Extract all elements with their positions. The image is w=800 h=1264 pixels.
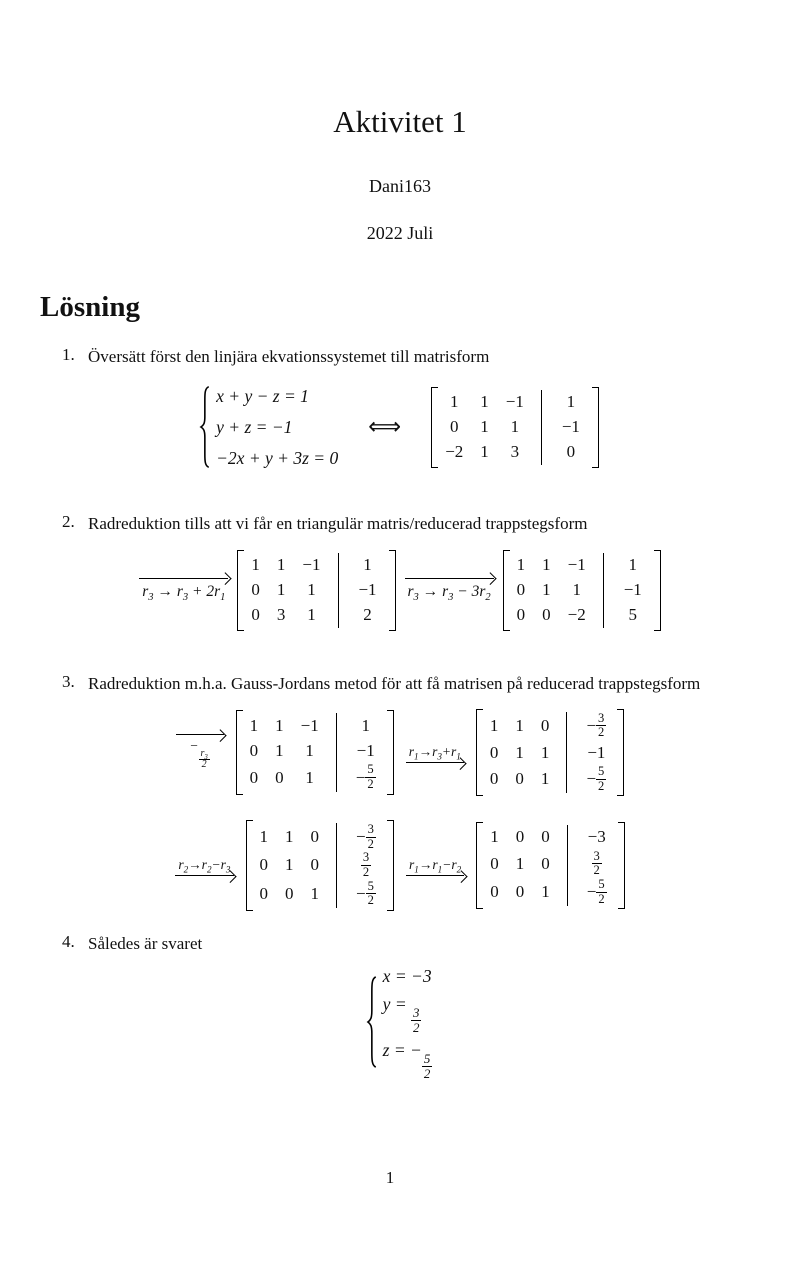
matrix-cell: 1 bbox=[515, 853, 525, 873]
matrix-cell: 0 bbox=[251, 605, 260, 625]
matrix-cell: 1 bbox=[285, 827, 294, 847]
matrix-cell: 3 bbox=[276, 605, 286, 625]
augmented-column-cell: −1 bbox=[338, 578, 382, 603]
subscript: 2 bbox=[485, 591, 491, 603]
row-operation-label: $r_3 \to r_3 - 3r_2$ bbox=[407, 582, 491, 603]
subscript: 1 bbox=[414, 864, 419, 875]
subscript: 3 bbox=[225, 864, 231, 875]
matrix-cell: 1 bbox=[480, 392, 489, 412]
matrix-cell: 1 bbox=[540, 769, 550, 789]
matrix-cell: 0 bbox=[489, 742, 499, 762]
augmented-column-cell: − $\frac{5}{2}$ bbox=[567, 878, 611, 906]
list-item-4 bbox=[0, 932, 800, 1081]
bracket-left-icon bbox=[237, 550, 244, 631]
fraction: $\frac{5}{2}$ bbox=[423, 1050, 431, 1081]
equation-line: −2x + y + 3z = 0 bbox=[216, 447, 339, 468]
bracket-right-icon bbox=[654, 550, 661, 631]
matrix-cell: 1 bbox=[515, 742, 524, 762]
step3-math-line1 bbox=[36, 709, 762, 796]
list-item-2 bbox=[0, 512, 800, 651]
bracket-right-icon bbox=[617, 709, 624, 796]
matrix-cell: 1 bbox=[542, 580, 551, 600]
matrix-cell: 0 bbox=[450, 417, 459, 437]
item-number: 3. bbox=[62, 671, 75, 691]
matrix-cell: 0 bbox=[249, 767, 259, 787]
matrix-cell: 0 bbox=[490, 853, 499, 873]
fraction: $\frac{5}{2}$ bbox=[367, 878, 374, 908]
matrix-cell: 0 bbox=[285, 883, 294, 903]
subscript: 3 bbox=[148, 591, 154, 603]
augmented-column-cell: − $\frac{5}{2}$ bbox=[566, 765, 610, 793]
augmented-column-cell: −1 bbox=[566, 740, 610, 765]
answer-system bbox=[366, 964, 433, 1081]
augmented-column-cell: 1 bbox=[338, 553, 382, 578]
matrix-cell: 0 bbox=[259, 855, 268, 875]
augmented-column-cell: − $\frac{5}{2}$ bbox=[336, 880, 380, 908]
step2-math bbox=[36, 550, 762, 631]
bracket-left-icon bbox=[236, 710, 243, 794]
fraction: $\frac{3}{2}$ bbox=[598, 710, 605, 740]
matrix-cell: −1 bbox=[567, 555, 586, 575]
arrow-line-icon bbox=[175, 875, 233, 876]
matrix-cell: 1 bbox=[305, 767, 314, 787]
matrix-cell: −1 bbox=[505, 392, 524, 412]
subscript: 3 bbox=[204, 753, 208, 761]
item-number: 4. bbox=[62, 931, 75, 951]
fraction: $\frac{5}{2}$ bbox=[367, 762, 374, 792]
matrix-cell: 0 bbox=[541, 853, 550, 873]
matrix-cell: 1 bbox=[305, 740, 314, 760]
subscript: 1 bbox=[413, 751, 419, 762]
system-lines bbox=[216, 384, 338, 471]
arrow-line-icon bbox=[406, 762, 464, 763]
row-operation-label: $r_1\to r_3+r_1$ bbox=[408, 743, 461, 762]
matrix-cell: 1 bbox=[275, 715, 284, 735]
row-operation-arrow bbox=[405, 578, 494, 603]
subscript: 3 bbox=[182, 591, 189, 603]
matrix-cell: 1 bbox=[310, 883, 319, 903]
list-item-3 bbox=[0, 672, 800, 911]
matrix-cell: 1 bbox=[276, 580, 286, 600]
row-operation-label: − $\frac{r_3}{2}$ bbox=[189, 738, 208, 771]
bracket-left-icon bbox=[476, 709, 483, 796]
bracket-right-icon bbox=[387, 710, 394, 794]
augmented-column-cell bbox=[336, 851, 380, 879]
matrix-cell: 0 bbox=[542, 605, 551, 625]
matrix-cell: −1 bbox=[300, 715, 319, 735]
matrix-cell: 1 bbox=[276, 555, 286, 575]
augmented-column-cell bbox=[567, 850, 611, 878]
equation-system bbox=[199, 384, 338, 471]
matrix-grid bbox=[253, 820, 388, 910]
matrix-cell: 1 bbox=[259, 827, 268, 847]
item-body bbox=[88, 932, 762, 1081]
subscript: 2 bbox=[206, 864, 212, 875]
matrix-cell: 0 bbox=[515, 769, 524, 789]
matrix-cell: 1 bbox=[275, 740, 284, 760]
matrix-grid bbox=[483, 709, 618, 796]
arrow-line-icon bbox=[405, 578, 494, 579]
augmented-column-cell: − $\frac{3}{2}$ bbox=[336, 823, 380, 851]
item-text: Radreduktion tills att vi får en triangulär matris/reducerad trappstegsform bbox=[88, 513, 588, 533]
augmented-matrix bbox=[476, 709, 625, 796]
document-date: 2022 Juli bbox=[366, 223, 434, 243]
augmented-column-cell: 1 bbox=[336, 713, 380, 738]
matrix-cell: 1 bbox=[285, 855, 294, 875]
iff-arrow-icon: ⟺ bbox=[368, 414, 402, 441]
answer-math bbox=[36, 964, 762, 1081]
matrix-cell: 0 bbox=[310, 827, 319, 847]
left-brace-icon bbox=[366, 975, 379, 1069]
fraction: $\frac{3}{2}$ bbox=[593, 848, 600, 878]
fraction: $\frac{3}{2}$ bbox=[367, 822, 374, 851]
bracket-right-icon bbox=[387, 820, 394, 910]
bracket-left-icon bbox=[503, 550, 510, 631]
fraction: $\frac{5}{2}$ bbox=[598, 764, 605, 793]
augmented-column-cell: 1 bbox=[541, 390, 585, 415]
item-number: 2. bbox=[62, 511, 75, 531]
augmented-column-cell: 5 bbox=[603, 603, 647, 628]
matrix-cell: 1 bbox=[490, 827, 499, 847]
augmented-matrix bbox=[236, 710, 394, 794]
augmented-column-cell: −3 bbox=[567, 825, 611, 850]
step1-math bbox=[36, 384, 762, 471]
matrix-cell: 0 bbox=[515, 881, 525, 901]
augmented-column-cell: −1 bbox=[336, 738, 380, 763]
step3-math-line2 bbox=[36, 820, 762, 910]
augmented-matrix bbox=[503, 550, 661, 631]
matrix-cell: 3 bbox=[510, 442, 520, 462]
matrix-cell: 0 bbox=[259, 883, 268, 903]
row-operation-arrow bbox=[406, 855, 464, 876]
document-title: Aktivitet 1 bbox=[333, 104, 467, 139]
matrix-cell: 1 bbox=[480, 417, 489, 437]
arrow-line-icon bbox=[139, 578, 228, 579]
document-author: Dani163 bbox=[369, 176, 431, 196]
bracket-left-icon bbox=[431, 387, 438, 468]
arrow-line-icon bbox=[406, 875, 464, 876]
subscript: 3 bbox=[437, 751, 442, 762]
matrix-cell: 0 bbox=[251, 580, 260, 600]
item-text: Således är svaret bbox=[88, 933, 203, 953]
matrix-cell: 1 bbox=[516, 555, 526, 575]
subscript: 1 bbox=[220, 591, 226, 603]
matrix-grid bbox=[243, 710, 387, 794]
subscript: 3 bbox=[413, 591, 419, 603]
matrix-cell: −2 bbox=[445, 442, 464, 462]
item-text: Radreduktion m.h.a. Gauss-Jordans metod för att få matrisen på reducerad trappstegsform bbox=[88, 673, 701, 693]
bracket-right-icon bbox=[618, 822, 625, 909]
row-operation-arrow bbox=[175, 855, 233, 876]
matrix-cell: 0 bbox=[490, 881, 499, 901]
answer-line: y = $\frac{3}{2}$ bbox=[382, 993, 420, 1035]
subscript: 1 bbox=[456, 751, 461, 762]
matrix-cell: 1 bbox=[307, 580, 316, 600]
item-body bbox=[88, 345, 762, 491]
row-operation-arrow bbox=[139, 578, 228, 603]
bracket-right-icon bbox=[389, 550, 396, 631]
fraction: $\frac{3}{2}$ bbox=[413, 1004, 420, 1035]
matrix-cell: 1 bbox=[540, 742, 550, 762]
matrix-grid bbox=[483, 822, 618, 909]
augmented-column-cell: −1 bbox=[541, 415, 585, 440]
subscript: 2 bbox=[183, 864, 189, 875]
item-body bbox=[88, 512, 762, 651]
augmented-column-cell: 0 bbox=[541, 440, 585, 465]
augmented-column-cell: − $\frac{5}{2}$ bbox=[336, 763, 380, 791]
row-operation-arrow bbox=[406, 742, 464, 763]
matrix-cell: 0 bbox=[516, 605, 526, 625]
subscript: 2 bbox=[456, 864, 462, 875]
bracket-left-icon bbox=[476, 822, 483, 909]
matrix-cell: −1 bbox=[302, 555, 321, 575]
item-text: Översätt först den linjära ekvationssystemet till matrisform bbox=[88, 347, 490, 366]
matrix-cell: 1 bbox=[541, 881, 550, 901]
matrix-cell: 1 bbox=[450, 392, 459, 412]
augmented-matrix bbox=[476, 822, 625, 909]
row-operation-arrow bbox=[176, 734, 224, 771]
matrix-cell: 1 bbox=[572, 580, 581, 600]
matrix-cell: 1 bbox=[251, 555, 260, 575]
matrix-cell: 1 bbox=[307, 605, 316, 625]
augmented-column-cell: −1 bbox=[603, 578, 647, 603]
equation-line: x + y − z = 1 bbox=[216, 386, 309, 407]
matrix-cell: 0 bbox=[275, 767, 284, 787]
matrix-cell: 1 bbox=[480, 442, 489, 462]
item-number: 1. bbox=[62, 345, 75, 364]
page-number: 1 bbox=[385, 1168, 395, 1187]
matrix-cell: 0 bbox=[541, 827, 550, 847]
fraction: $\frac{r_3}{2}$ bbox=[200, 747, 208, 771]
matrix-cell: 1 bbox=[510, 417, 520, 437]
bracket-right-icon bbox=[592, 387, 599, 468]
matrix-cell: 0 bbox=[249, 740, 259, 760]
row-operation-label: $r_3 \to r_3 + 2r_1$ bbox=[142, 582, 226, 603]
matrix-cell: 0 bbox=[540, 715, 550, 735]
matrix-cell: 0 bbox=[489, 769, 499, 789]
matrix-cell: 1 bbox=[249, 715, 259, 735]
system-lines bbox=[383, 964, 433, 1081]
matrix-cell: 1 bbox=[515, 715, 524, 735]
row-operation-label: $r_2\to r_2-r_3$ bbox=[178, 856, 231, 875]
augmented-column-cell: 1 bbox=[603, 553, 647, 578]
matrix-cell: −2 bbox=[567, 605, 586, 625]
matrix-cell: 0 bbox=[515, 827, 525, 847]
matrix-cell: 0 bbox=[310, 855, 319, 875]
augmented-matrix bbox=[431, 387, 599, 468]
answer-line: x = −3 bbox=[382, 965, 432, 986]
matrix-grid bbox=[510, 550, 654, 631]
item-body bbox=[88, 672, 762, 911]
matrix-grid bbox=[438, 387, 592, 468]
title-block bbox=[0, 0, 800, 244]
bracket-left-icon bbox=[246, 820, 253, 910]
section-heading: Lösning bbox=[40, 291, 140, 323]
arrow-line-icon bbox=[176, 734, 224, 735]
augmented-column-cell: 2 bbox=[338, 603, 382, 628]
subscript: 3 bbox=[448, 591, 454, 603]
matrix-cell: 1 bbox=[489, 715, 499, 735]
subscript: 1 bbox=[437, 864, 443, 875]
augmented-matrix bbox=[237, 550, 395, 631]
augmented-matrix bbox=[246, 820, 395, 910]
matrix-grid bbox=[244, 550, 388, 631]
equation-line: y + z = −1 bbox=[216, 416, 293, 437]
left-brace-icon bbox=[199, 385, 212, 469]
matrix-cell: 1 bbox=[542, 555, 551, 575]
list-item-1 bbox=[0, 345, 800, 491]
answer-line: z = − $\frac{5}{2}$ bbox=[382, 1039, 431, 1081]
matrix-cell: 0 bbox=[516, 580, 526, 600]
fraction: $\frac{5}{2}$ bbox=[598, 876, 605, 906]
fraction: $\frac{3}{2}$ bbox=[362, 850, 370, 879]
row-operation-label: $r_1\to r_1-r_2$ bbox=[409, 856, 462, 875]
augmented-column-cell: − $\frac{3}{2}$ bbox=[566, 712, 610, 740]
